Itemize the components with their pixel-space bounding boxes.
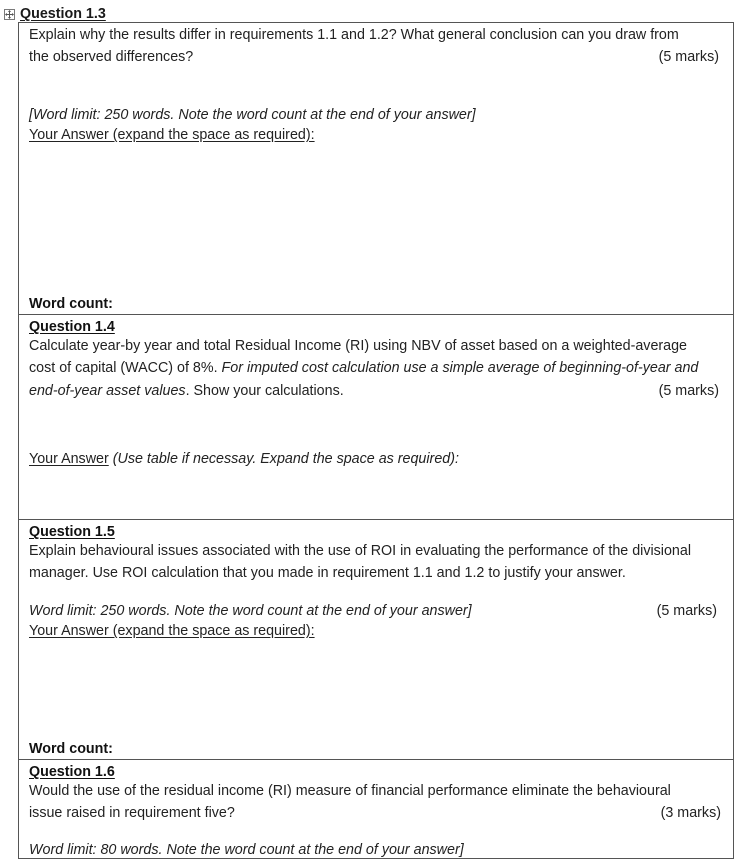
question-1-6-cell[interactable]	[18, 759, 734, 859]
table-move-handle-icon[interactable]	[4, 9, 15, 20]
question-1-3-text-line1: Explain why the results differ in requirements 1.1 and 1.2? What general conclusion can you draw from	[29, 27, 679, 43]
question-1-4-cell[interactable]	[18, 314, 734, 520]
question-1-4-answer-line	[29, 448, 459, 470]
question-1-5-text-line1: Explain behavioural issues associated with the use of ROI in evaluating the performance of the divisional	[29, 543, 692, 559]
question-1-3-word-limit: [Word limit: 250 words. Note the word count at the end of your answer]	[29, 107, 476, 123]
question-1-5-word-count: Word count:	[29, 741, 113, 757]
question-1-3-answer-label: Your Answer (expand the space as required):	[29, 127, 315, 143]
question-1-3-text-line2: the observed differences?	[29, 49, 194, 65]
question-1-6-marks: (3 marks)	[660, 805, 721, 821]
question-1-3-cell[interactable]	[18, 22, 734, 315]
question-1-3-marks: (5 marks)	[658, 49, 719, 65]
question-1-4-line2-normal: cost of capital (WACC) of 8%.	[29, 360, 222, 376]
question-1-4-text-line2	[29, 357, 698, 379]
question-1-5-title: Question 1.5	[29, 524, 115, 540]
question-1-5-answer-label: Your Answer (expand the space as required):	[29, 623, 315, 639]
question-1-4-answer-label: Your Answer	[29, 451, 109, 467]
question-1-4-marks: (5 marks)	[658, 383, 719, 399]
question-1-4-line2-italic: For imputed cost calculation use a simple average of beginning-of-year and	[221, 360, 699, 376]
question-1-6-text-line2: issue raised in requirement five?	[29, 805, 235, 821]
question-1-3-title: Question 1.3	[20, 6, 106, 22]
question-1-4-answer-note: (Use table if necessay. Expand the space as required):	[112, 451, 459, 467]
question-1-6-text-line1: Would the use of the residual income (RI) measure of financial performance eliminate the behavioural	[29, 783, 671, 799]
question-1-5-marks: (5 marks)	[656, 603, 717, 619]
question-1-4-text-line3	[29, 380, 344, 402]
question-1-4-text-line1: Calculate year-by year and total Residual Income (RI) using NBV of asset based on a weighted-average	[29, 338, 688, 354]
question-1-5-word-limit: Word limit: 250 words. Note the word count at the end of your answer]	[29, 603, 472, 619]
question-1-4-title: Question 1.4	[29, 319, 115, 335]
question-1-6-title: Question 1.6	[29, 764, 115, 780]
question-1-5-text-line2: manager. Use ROI calculation that you made in requirement 1.1 and 1.2 to justify your answer.	[29, 565, 626, 581]
question-1-3-word-count: Word count:	[29, 296, 113, 312]
question-1-5-cell[interactable]	[18, 519, 734, 760]
question-1-4-line3-normal: . Show your calculations.	[185, 383, 344, 399]
question-1-6-word-limit: Word limit: 80 words. Note the word count at the end of your answer]	[29, 842, 464, 858]
question-1-4-line3-italic: end-of-year asset values	[29, 383, 186, 399]
